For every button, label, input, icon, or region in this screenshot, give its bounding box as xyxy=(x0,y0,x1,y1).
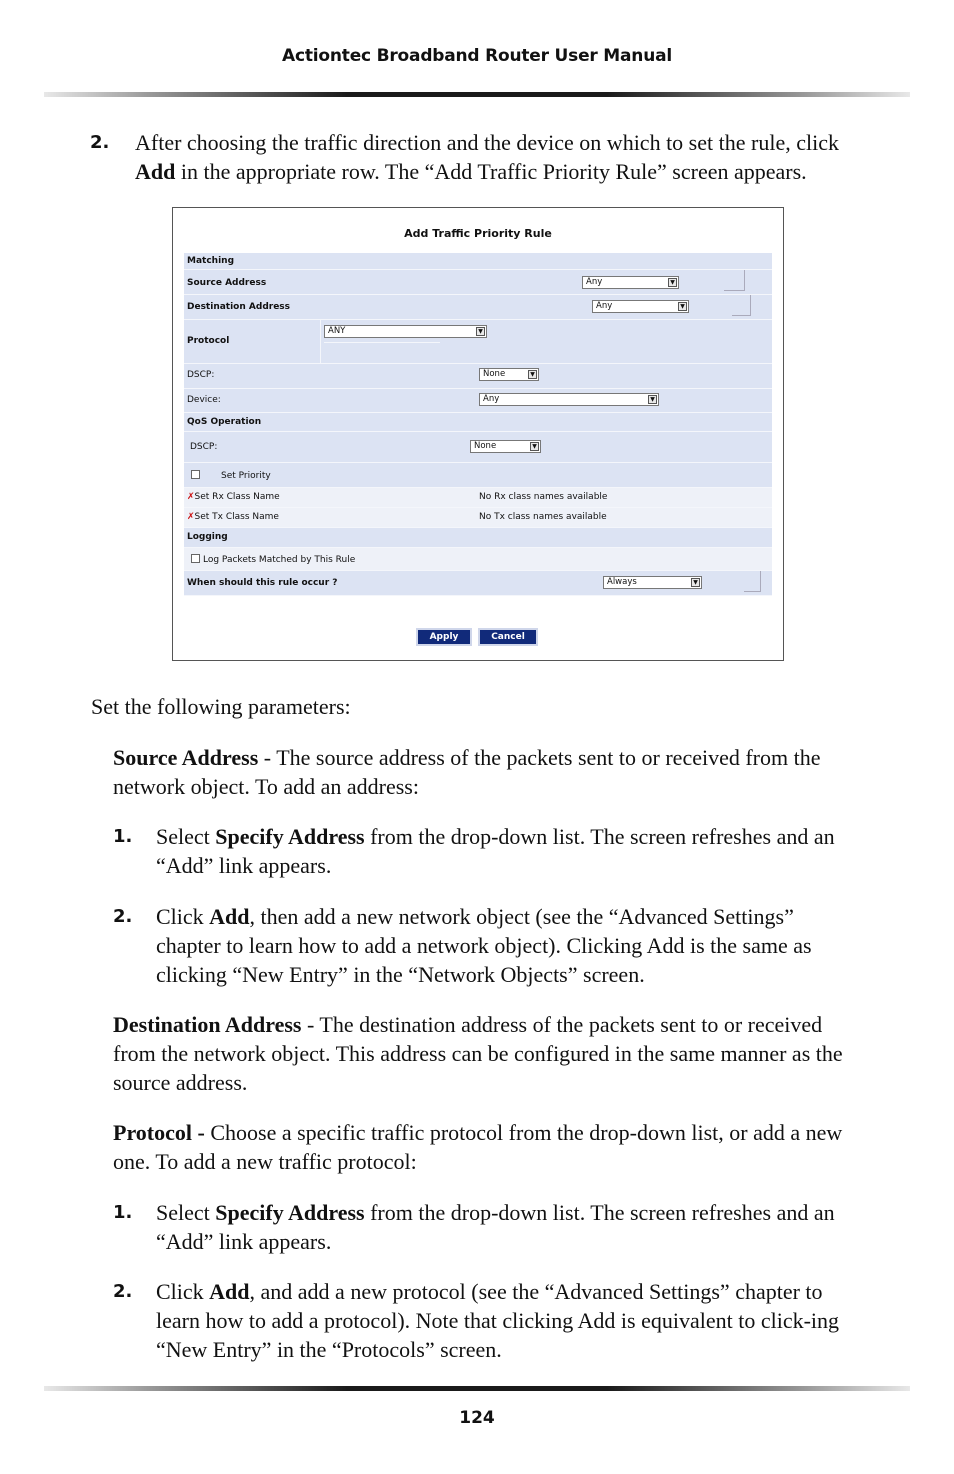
chevron-down-icon: ▼ xyxy=(668,278,677,287)
source-step-2-text: Click Add, then add a new network object (see the “Advanced Settings” chapter to learn how to add a network object). Clicking Add is the same as clicking “New Entry” in the “Network Objects” screen. xyxy=(156,904,812,987)
device-row: Device: Any ▼ xyxy=(184,389,772,413)
step-number: 2. xyxy=(90,132,110,153)
source-step-1-text: Select Specify Address from the drop-down list. The screen refreshes and an “Add” link appears. xyxy=(156,824,835,878)
destination-address-description: Destination Address - The destination address of the packets sent to or received from the network object. This address can be configured in the same manner as the source address. xyxy=(113,1012,843,1095)
chevron-down-icon: ▼ xyxy=(476,327,485,336)
set-priority-checkbox[interactable] xyxy=(191,470,200,479)
dscp-qos-row: DSCP: None ▼ xyxy=(184,432,772,463)
when-rule-select[interactable]: Always ▼ xyxy=(603,576,702,589)
chevron-down-icon: ▼ xyxy=(691,578,700,587)
intro-step-text: After choosing the traffic direction and the device on which to set the rule, click Add in the appropriate row. The “Add Traffic Priority Rule” screen appears. xyxy=(135,130,839,184)
dscp-qos-select[interactable]: None ▼ xyxy=(470,440,541,453)
protocol-select[interactable]: ANY ▼ xyxy=(324,325,487,338)
protocol-step-1-text: Select Specify Address from the drop-down list. The screen refreshes and an “Add” link appears. xyxy=(156,1200,835,1254)
cancel-button[interactable]: Cancel xyxy=(480,630,536,644)
step-number: 2. xyxy=(113,1281,133,1302)
source-address-description: Source Address - The source address of the packets sent to or received from the network object. To add an address: xyxy=(113,745,821,799)
step-number: 1. xyxy=(113,826,133,847)
logging-heading-row: Logging xyxy=(184,528,772,548)
qos-heading-row: QoS Operation xyxy=(184,413,772,432)
rx-class-row: ✗Set Rx Class Name No Rx class names available xyxy=(184,488,772,508)
log-packets-row: Log Packets Matched by This Rule xyxy=(184,548,772,571)
protocol-description: Protocol - Choose a specific traffic protocol from the drop-down list, or add a new one. To add a new traffic protocol: xyxy=(113,1120,843,1174)
error-x-icon: ✗ xyxy=(187,512,195,522)
step-number: 1. xyxy=(113,1202,133,1223)
when-rule-row: When should this rule occur ? Always ▼ xyxy=(184,571,772,596)
log-packets-checkbox[interactable] xyxy=(191,554,200,563)
header-rule xyxy=(44,92,910,97)
chevron-down-icon: ▼ xyxy=(528,370,537,379)
source-address-select[interactable]: Any ▼ xyxy=(582,276,679,289)
tx-class-row: ✗Set Tx Class Name No Tx class names available xyxy=(184,508,772,528)
set-priority-row: Set Priority xyxy=(184,463,772,488)
apply-button[interactable]: Apply xyxy=(418,630,470,644)
protocol-row: Protocol ANY ▼ xyxy=(184,320,772,364)
destination-address-select[interactable]: Any ▼ xyxy=(592,300,689,313)
protocol-step-2-text: Click Add, and add a new protocol (see the “Advanced Settings” chapter to learn how to add a protocol). Note that clicking Add is equivalent to click-ing “New Entry” in the “Protocols” screen. xyxy=(156,1279,840,1362)
chevron-down-icon: ▼ xyxy=(530,442,539,451)
screenshot-title: Add Traffic Priority Rule xyxy=(404,227,552,240)
error-x-icon: ✗ xyxy=(187,492,195,502)
dscp-match-row: DSCP: None ▼ xyxy=(184,364,772,389)
device-select[interactable]: Any ▼ xyxy=(479,393,659,406)
add-traffic-priority-rule-screenshot xyxy=(172,207,784,661)
destination-address-row: Destination Address Any ▼ xyxy=(184,295,772,320)
chevron-down-icon: ▼ xyxy=(678,302,687,311)
chevron-down-icon: ▼ xyxy=(648,395,657,404)
page-number: 124 xyxy=(459,1408,495,1428)
source-address-row: Source Address Any ▼ xyxy=(184,270,772,295)
footer-rule xyxy=(44,1386,910,1391)
step-number: 2. xyxy=(113,906,133,927)
dscp-match-select[interactable]: None ▼ xyxy=(479,368,539,381)
set-parameters-text: Set the following parameters: xyxy=(91,694,351,719)
page-header-title: Actiontec Broadband Router User Manual xyxy=(282,46,672,66)
matching-heading-row: Matching xyxy=(184,253,772,270)
